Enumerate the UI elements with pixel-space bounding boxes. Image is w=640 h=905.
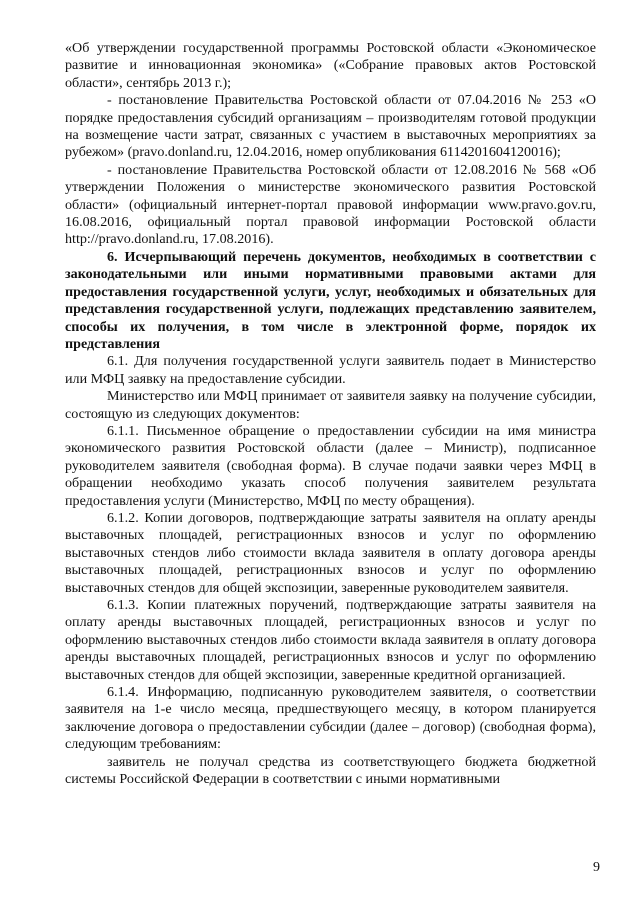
paragraph-requirement-budget: заявитель не получал средства из соответствующего бюджета бюджетной системы Российской Федерации в соответствии с иными нормативными <box>65 753 596 788</box>
page-number: 9 <box>593 860 600 875</box>
paragraph-6-1-4: 6.1.4. Информацию, подписанную руководителем заявителя, о соответствии заявителя на 1-е число месяца, предшествующего месяцу, в котором планируется заключение договора о предоставлении субсидии (далее – договор) (свободная форма), следующим требованиям: <box>65 684 596 753</box>
paragraph-6-1-3: 6.1.3. Копии платежных поручений, подтверждающие затраты заявителя на оплату аренды выставочных площадей, регистрационных взносов и услуг по оформлению выставочных стендов либо стоимости вклада заявителя в оплату договора аренды выставочных площадей, регистрационных взносов и услуг по оформлению выставочных стендов для общей экспозиции, заверенные кредитной организацией. <box>65 597 596 683</box>
paragraph-6-1: 6.1. Для получения государственной услуги заявитель подает в Министерство или МФЦ заявку на предоставление субсидии. <box>65 353 596 387</box>
paragraph-resolution-568: - постановление Правительства Ростовской области от 12.08.2016 № 568 «Об утверждении Положения о министерстве экономического развития Ростовской области» (официальный интернет-портал правовой информации www.pravo.gov.ru, 16.08.2016, официальный портал правовой информации Ростовской области http://pravo.donland.ru, 17.08.2016). <box>65 161 596 248</box>
paragraph-program-reference: «Об утверждении государственной программы Ростовской области «Экономическое развитие и инновационная экономика» («Собрание правовых актов Ростовской области», сентябрь 2013 г.); <box>65 40 596 91</box>
section-heading-6: 6. Исчерпывающий перечень документов, необходимых в соответствии с законодательными или иными нормативными правовыми актами для предоставления государственной услуги, услуг, необходимых и обязательных для представления государственной услуги, подлежащих представлению заявителем, способы их получения, в том числе в электронной форме, порядок их представления <box>65 248 596 352</box>
paragraph-resolution-253: - постановление Правительства Ростовской области от 07.04.2016 № 253 «О порядке предоставления субсидий организациям – производителям готовой продукции на возмещение части затрат, связанных с участием в выставочных мероприятиях за рубежом» (pravo.donland.ru, 12.04.2016, номер опубликования 6114201604120016); <box>65 92 596 161</box>
paragraph-ministry-accepts: Министерство или МФЦ принимает от заявителя заявку на получение субсидии, состоящую из следующих документов: <box>65 388 596 422</box>
document-page <box>65 40 596 788</box>
paragraph-6-1-1: 6.1.1. Письменное обращение о предоставлении субсидии на имя министра экономического развития Ростовской области (далее – Министр), подписанное руководителем заявителя (свободная форма). В случае подачи заявки через МФЦ в обращении необходимо указать способ получения заявителем результата предоставления услуги (Министерство, МФЦ по месту обращения). <box>65 422 596 509</box>
paragraph-6-1-2: 6.1.2. Копии договоров, подтверждающие затраты заявителя на оплату аренды выставочных площадей, регистрационных взносов и услуг по оформлению выставочных стендов либо стоимости вклада заявителя в оплату договора аренды выставочных площадей, регистрационных взносов и услуг по оформлению выставочных стендов для общей экспозиции, заверенные руководителем заявителя. <box>65 509 596 596</box>
